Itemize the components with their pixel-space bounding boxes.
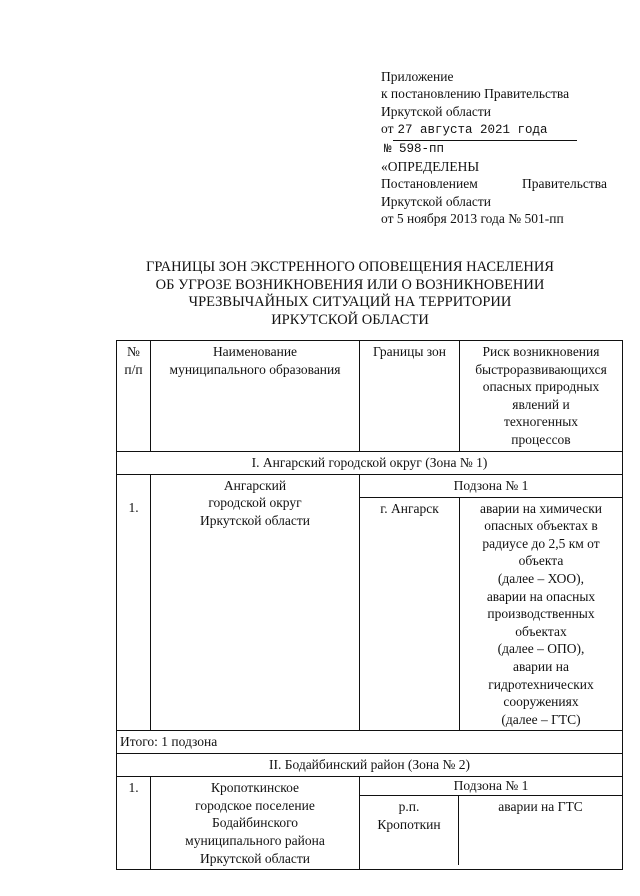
section-title: II. Бодайбинский район (Зона № 2) [117, 754, 623, 777]
section-row [117, 451, 623, 474]
resolution-number: № 598-пп [384, 141, 445, 156]
municipality-name: Кропоткинское городское поселение Бодайбинского муниципального района Иркутской области [151, 777, 360, 870]
zone-border: р.п. Кропоткин [360, 796, 459, 865]
total-row [117, 731, 623, 754]
table-header-row [117, 341, 623, 452]
title-line: ОБ УГРОЗЕ ВОЗНИКНОВЕНИЯ ИЛИ О ВОЗНИКНОВЕНИИ [155, 276, 545, 293]
header-name: Наименование муниципального образования [151, 341, 360, 452]
region-label-2: Иркутской области [381, 193, 492, 209]
document-header [381, 68, 621, 228]
row-number: 1. [117, 777, 151, 870]
risk-description: аварии на химически опасных объектах в радиусе до 2,5 км от объекта (далее – ХОО), аварии на опасных производственных объектах (далее – ОПО), аварии на гидротехнических сооружениях (далее – ГТС) [460, 497, 623, 731]
government-word: Правительства [522, 176, 607, 192]
section-title: I. Ангарский городской округ (Зона № 1) [117, 451, 623, 474]
risk-description: аварии на ГТС [498, 799, 583, 815]
zones-table [116, 340, 623, 870]
row-number: 1. [117, 497, 151, 731]
old-resolution-ref: от 5 ноября 2013 года № 501-пп [381, 211, 564, 227]
subzone-label: Подзона № 1 [360, 777, 622, 796]
header-num: № п/п [117, 341, 151, 452]
header-risk: Риск возникновения быстроразвивающихся опасных природных явлений и техногенных процессов [460, 341, 623, 452]
title-line: ГРАНИЦЫ ЗОН ЭКСТРЕННОГО ОПОВЕЩЕНИЯ НАСЕЛЕНИЯ [146, 259, 554, 275]
header-borders: Границы зон [360, 341, 460, 452]
resolution-date [381, 120, 621, 140]
total-label: Итого: 1 подзона [117, 731, 623, 754]
subzone-label: Подзона № 1 [360, 474, 623, 497]
municipality-name: Ангарский городской округ Иркутской области [151, 474, 360, 731]
subzone-block [360, 777, 623, 870]
defined-label: «ОПРЕДЕЛЕНЫ [381, 159, 480, 175]
appendix-label: Приложение [381, 69, 454, 84]
resolution-label: к постановлению Правительства [381, 86, 570, 102]
zone-border: г. Ангарск [360, 497, 460, 731]
defined-by-line [381, 175, 607, 192]
subzone-row [117, 474, 623, 497]
section-row [117, 754, 623, 777]
resolution-word: Постановлением [381, 176, 478, 192]
table-row [117, 777, 623, 870]
title-line: ЧРЕЗВЫЧАЙНЫХ СИТУАЦИЙ НА ТЕРРИТОРИИ [188, 294, 512, 311]
date-prefix: от [381, 121, 394, 137]
region-label: Иркутской области [381, 103, 492, 119]
date-value: 27 августа 2021 года [393, 122, 577, 140]
title-line: ИРКУТСКОЙ ОБЛАСТИ [271, 311, 429, 328]
document-title [100, 259, 600, 329]
